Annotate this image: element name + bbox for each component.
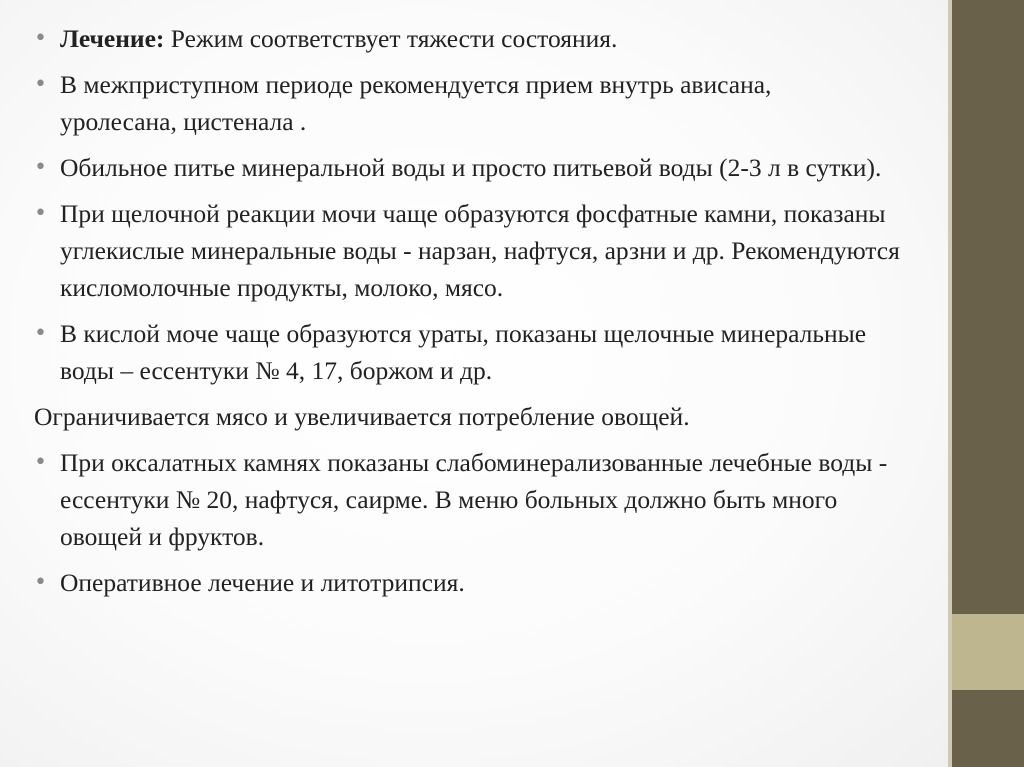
list-item	[34, 66, 840, 140]
side-decor-accent	[952, 614, 1024, 690]
item-text: При щелочной реакции мочи чаще образуются фосфатные камни, показаны углекислые минеральные воды - нарзан, нафтуся, арзни и др. Рекомендуются кисломолочные продукты, молоко, мясо.	[60, 199, 900, 302]
bullet-icon: •	[34, 155, 47, 180]
bullet-icon: •	[34, 26, 47, 51]
bullet-icon: •	[34, 72, 47, 97]
item-text: Обильное питье минеральной воды и просто питьевой воды (2-3 л в сутки).	[60, 153, 882, 182]
plain-paragraph	[34, 398, 914, 435]
bullet-icon: •	[34, 450, 47, 475]
list-item	[34, 20, 820, 57]
item-text: Оперативное лечение и литотрипсия.	[60, 568, 465, 597]
slide-content	[34, 20, 914, 610]
list-item	[34, 195, 940, 306]
list-item	[34, 315, 920, 389]
item-text: При оксалатных камнях показаны слабоминерализованные лечебные воды - ессентуки № 20, нафтуся, саирме. В меню больных должно быть много овощей и фруктов.	[60, 448, 888, 551]
list-item	[34, 444, 900, 555]
item-text: В кислой моче чаще образуются ураты, показаны щелочные минеральные воды – ессентуки № 4, 17, боржом и др.	[60, 319, 867, 385]
item-text: Ограничивается мясо и увеличивается потребление овощей.	[34, 402, 690, 431]
item-text: В межприступном периоде рекомендуется прием внутрь ависана, уролесана, цистенала .	[60, 70, 772, 136]
bullet-icon: •	[34, 570, 47, 595]
item-bold-label: Лечение:	[60, 24, 165, 53]
bullet-icon: •	[34, 321, 47, 346]
bullet-icon: •	[34, 201, 47, 226]
list-item	[34, 564, 920, 601]
item-text: Режим соответствует тяжести состояния.	[164, 24, 618, 53]
list-item	[34, 149, 920, 186]
